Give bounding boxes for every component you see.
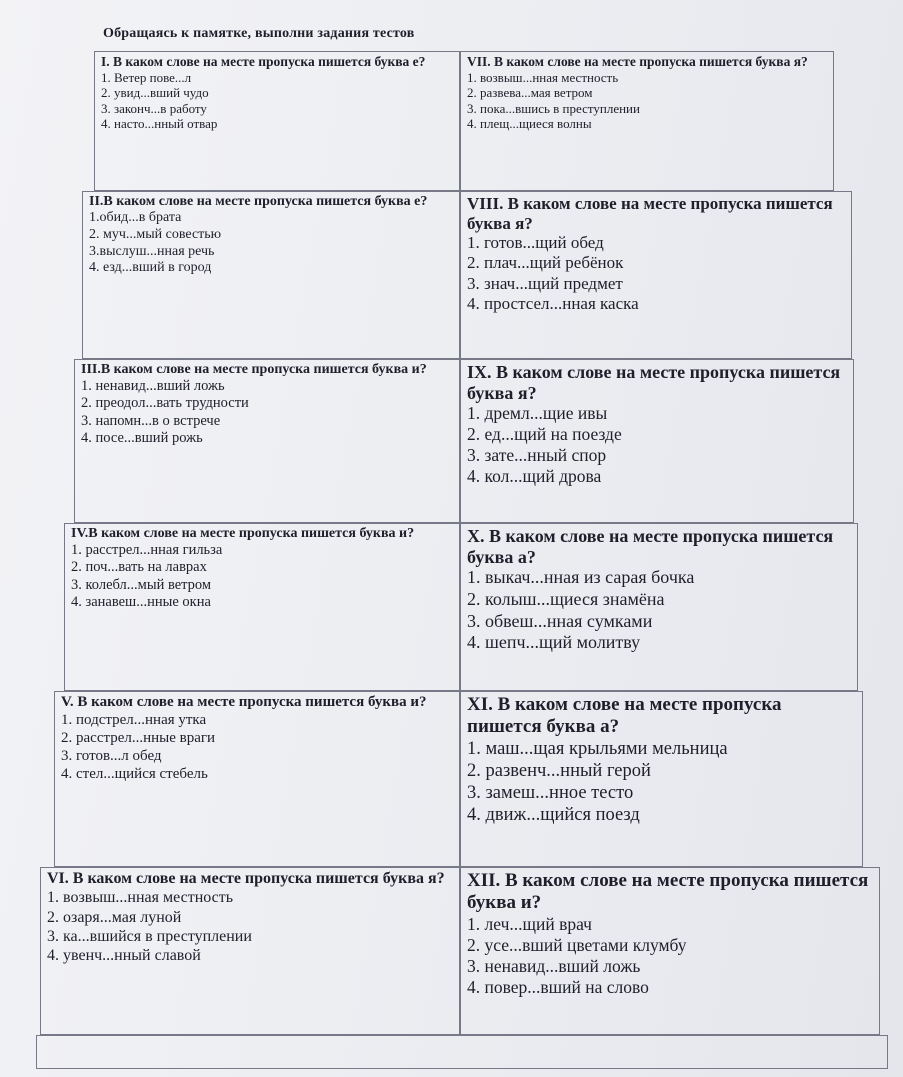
task-cell bbox=[94, 51, 460, 191]
answer-option: 4. плещ...щиеся волны bbox=[467, 116, 592, 132]
task-cell bbox=[460, 867, 880, 1035]
answer-option: 2. развева...мая ветром bbox=[467, 85, 593, 101]
answer-option: 3. ка...вшийся в преступлении bbox=[47, 927, 252, 945]
answer-option: 4. езд...вший в город bbox=[89, 260, 212, 276]
task-cell bbox=[40, 867, 460, 1035]
answer-option: 1. маш...щая крыльями мельница bbox=[467, 738, 728, 759]
task-heading: VII. В каком слове на месте пропуска пишется буква я? bbox=[467, 54, 808, 69]
answer-option: 3.выслуш...нная речь bbox=[89, 243, 215, 259]
answer-option: 1. леч...щий врач bbox=[467, 913, 592, 934]
answer-option: 4. посе...вший рожь bbox=[81, 430, 203, 447]
answer-option: 2. муч...мый совестью bbox=[89, 226, 222, 242]
answer-option: 3. законч...в работу bbox=[101, 100, 207, 116]
answer-option: 2. колыш...щиеся знамёна bbox=[467, 588, 665, 609]
answer-option: 4. занавеш...нные окна bbox=[71, 594, 211, 611]
answer-option: 2. ед...щий на поезде bbox=[467, 424, 622, 445]
answer-option: 4. движ...щийся поезд bbox=[467, 805, 640, 826]
task-heading: II.В каком слове на месте пропуска пишется буква е? bbox=[89, 194, 428, 209]
task-cell bbox=[460, 359, 854, 523]
task-heading: III.В каком слове на месте пропуска пишется буква и? bbox=[81, 362, 427, 377]
answer-option: 1. готов...щий обед bbox=[467, 233, 604, 253]
answer-option: 4. кол...щий дрова bbox=[467, 466, 602, 487]
answer-option: 1. возвыш...нная местность bbox=[47, 889, 234, 907]
task-heading: XI. В каком слове на месте пропуска пишется буква а? bbox=[467, 694, 782, 737]
answer-option: 3. обвеш...нная сумками bbox=[467, 610, 653, 631]
page-title: Обращаясь к памятке, выполни задания тестов bbox=[103, 26, 415, 41]
answer-option: 4. стел...щийся стебель bbox=[61, 766, 208, 783]
answer-option: 4. шепч...щий молитву bbox=[467, 632, 641, 653]
answer-option: 2. увид...вший чудо bbox=[101, 85, 209, 101]
task-heading: IV.В каком слове на месте пропуска пишется буква и? bbox=[71, 526, 415, 541]
answer-option: 2. преодол...вать трудности bbox=[81, 395, 249, 412]
task-cell bbox=[82, 191, 460, 359]
answer-option: 1. расстрел...нная гильза bbox=[71, 542, 223, 559]
answer-option: 3. пока...вшись в преступлении bbox=[467, 100, 640, 116]
answer-option: 1. подстрел...нная утка bbox=[61, 712, 207, 729]
task-cell bbox=[74, 359, 460, 523]
task-heading: IX. В каком слове на месте пропуска пишется буква я? bbox=[467, 362, 841, 403]
empty-row bbox=[36, 1035, 888, 1069]
answer-option: 3. готов...л обед bbox=[61, 748, 162, 765]
task-heading: V. В каком слове на месте пропуска пишется буква и? bbox=[61, 694, 427, 710]
task-heading: I. В каком слове на месте пропуска пишется буква е? bbox=[101, 54, 426, 69]
answer-option: 2. плач...щий ребёнок bbox=[467, 253, 624, 273]
task-heading: VIII. В каком слове на месте пропуска пишется буква я? bbox=[467, 194, 833, 233]
answer-option: 1. ненавид...вший ложь bbox=[81, 378, 225, 395]
task-cell bbox=[460, 523, 858, 691]
answer-option: 1. дремл...щие ивы bbox=[467, 403, 608, 424]
task-cell bbox=[460, 691, 863, 867]
task-heading: VI. В каком слове на месте пропуска пишется буква я? bbox=[47, 870, 445, 887]
answer-option: 4. насто...нный отвар bbox=[101, 116, 218, 132]
answer-option: 2. поч...вать на лаврах bbox=[71, 559, 207, 576]
answer-option: 1. Ветер пове...л bbox=[101, 69, 192, 85]
answer-option: 1. возвыш...нная местность bbox=[467, 69, 619, 85]
answer-option: 4. повер...вший на слово bbox=[467, 976, 649, 997]
task-heading: X. В каком слове на месте пропуска пишется буква а? bbox=[467, 526, 834, 567]
answer-option: 1.обид...в брата bbox=[89, 210, 182, 226]
answer-option: 3. знач...щий предмет bbox=[467, 273, 623, 293]
answer-option: 2. расстрел...нные враги bbox=[61, 730, 216, 747]
answer-option: 3. замеш...нное тесто bbox=[467, 783, 634, 804]
answer-option: 1. выкач...нная из сарая бочка bbox=[467, 567, 695, 588]
task-cell bbox=[64, 523, 460, 691]
answer-option: 3. ненавид...вший ложь bbox=[467, 955, 641, 976]
task-cell bbox=[460, 51, 834, 191]
task-cell bbox=[460, 191, 852, 359]
answer-option: 3. колебл...мый ветром bbox=[71, 576, 212, 593]
answer-option: 2. усе...вший цветами клумбу bbox=[467, 934, 687, 955]
task-heading: XII. В каком слове на месте пропуска пишется буква и? bbox=[467, 870, 869, 913]
answer-option: 3. напомн...в о встрече bbox=[81, 412, 221, 429]
answer-option: 2. озаря...мая луной bbox=[47, 908, 182, 926]
task-cell bbox=[54, 691, 460, 867]
answer-option: 3. зате...нный спор bbox=[467, 445, 607, 466]
answer-option: 4. увенч...нный славой bbox=[47, 946, 201, 964]
answer-option: 4. простсел...нная каска bbox=[467, 294, 639, 314]
answer-option: 2. развенч...нный герой bbox=[467, 760, 651, 781]
